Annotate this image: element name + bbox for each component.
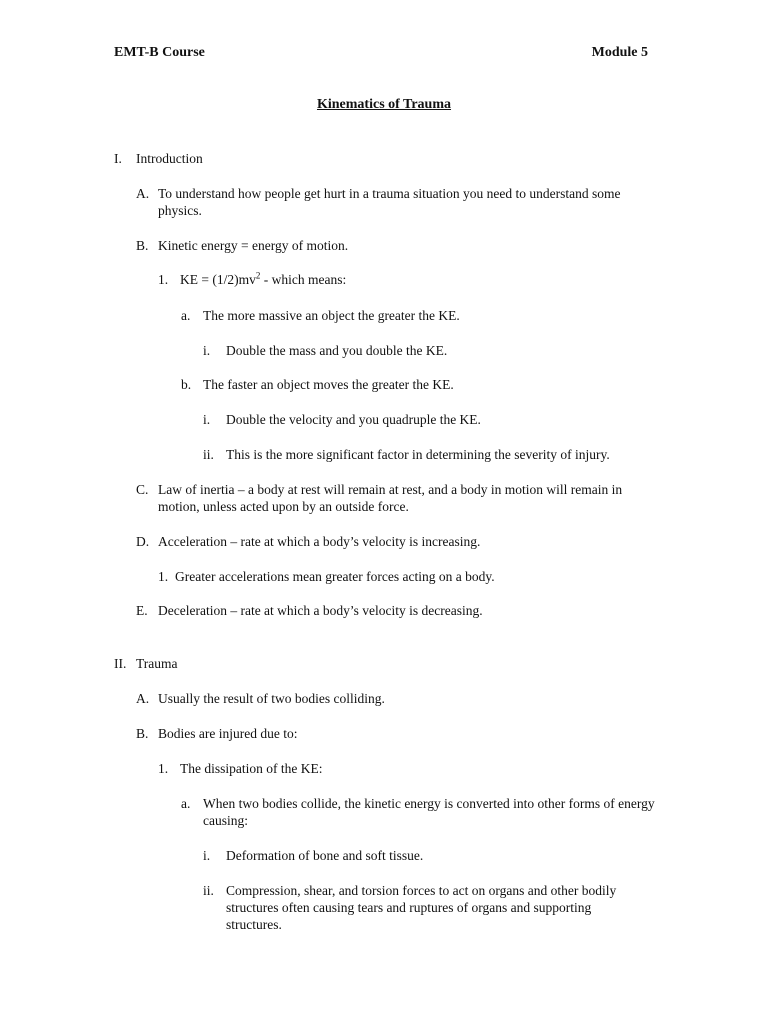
outline-marker: 1.	[158, 272, 169, 287]
outline-text: Bodies are injured due to:	[158, 726, 298, 741]
outline-marker: A.	[136, 691, 150, 706]
ke-formula	[180, 271, 346, 288]
outline-marker: i.	[203, 848, 211, 863]
outline-text: When two bodies collide, the kinetic energy is converted into other forms of energy causing:	[203, 796, 655, 828]
outline-text: Double the mass and you double the KE.	[226, 343, 448, 358]
document-title: Kinematics of Trauma	[316, 97, 452, 112]
outline-marker: B.	[136, 726, 149, 741]
outline-marker: D.	[136, 534, 150, 549]
formula-tail: - which means:	[260, 272, 347, 287]
section-heading: Introduction	[136, 151, 203, 166]
outline-text: Deceleration – rate at which a body’s velocity is decreasing.	[158, 603, 483, 618]
outline-marker: a.	[181, 308, 191, 323]
section-heading: Trauma	[136, 656, 178, 671]
outline-text: To understand how people get hurt in a trauma situation you need to understand some physics.	[158, 186, 621, 218]
outline-text: The more massive an object the greater the KE.	[203, 308, 460, 323]
outline-marker: A.	[136, 186, 150, 201]
outline-marker: 1.	[158, 569, 169, 584]
outline-text: The faster an object moves the greater the KE.	[203, 377, 454, 392]
outline-text: Usually the result of two bodies colliding.	[158, 691, 385, 706]
course-header: EMT-B Course	[114, 45, 205, 60]
outline-text: Greater accelerations mean greater forces acting on a body.	[175, 569, 495, 584]
outline-marker: II.	[114, 656, 127, 671]
outline-marker: 1.	[158, 761, 169, 776]
outline-marker: b.	[181, 377, 192, 392]
outline-text: Double the velocity and you quadruple the KE.	[226, 412, 481, 427]
outline-marker: ii.	[203, 447, 214, 462]
outline-marker: I.	[114, 151, 122, 166]
outline-marker: ii.	[203, 883, 214, 898]
module-header: Module 5	[591, 45, 648, 60]
outline-marker: E.	[136, 603, 148, 618]
formula-exponent: 2	[255, 270, 261, 281]
outline-marker: i.	[203, 412, 211, 427]
outline-text: This is the more significant factor in determining the severity of injury.	[226, 447, 610, 462]
outline-marker: a.	[181, 796, 191, 811]
outline-text: Kinetic energy = energy of motion.	[158, 238, 349, 253]
outline-text: Compression, shear, and torsion forces to act on organs and other bodily structures often causing tears and ruptures of organs and supporting structures.	[226, 883, 617, 932]
outline-marker: i.	[203, 343, 211, 358]
outline-text: Acceleration – rate at which a body’s velocity is increasing.	[158, 534, 481, 549]
outline-text: Deformation of bone and soft tissue.	[226, 848, 424, 863]
formula-main: KE = (1/2)mv	[180, 272, 256, 287]
outline-text: Law of inertia – a body at rest will remain at rest, and a body in motion will remain in motion, unless acted upon by an outside force.	[158, 482, 623, 514]
outline-marker: B.	[136, 238, 149, 253]
outline-text: The dissipation of the KE:	[180, 761, 323, 776]
outline-marker: C.	[136, 482, 149, 497]
